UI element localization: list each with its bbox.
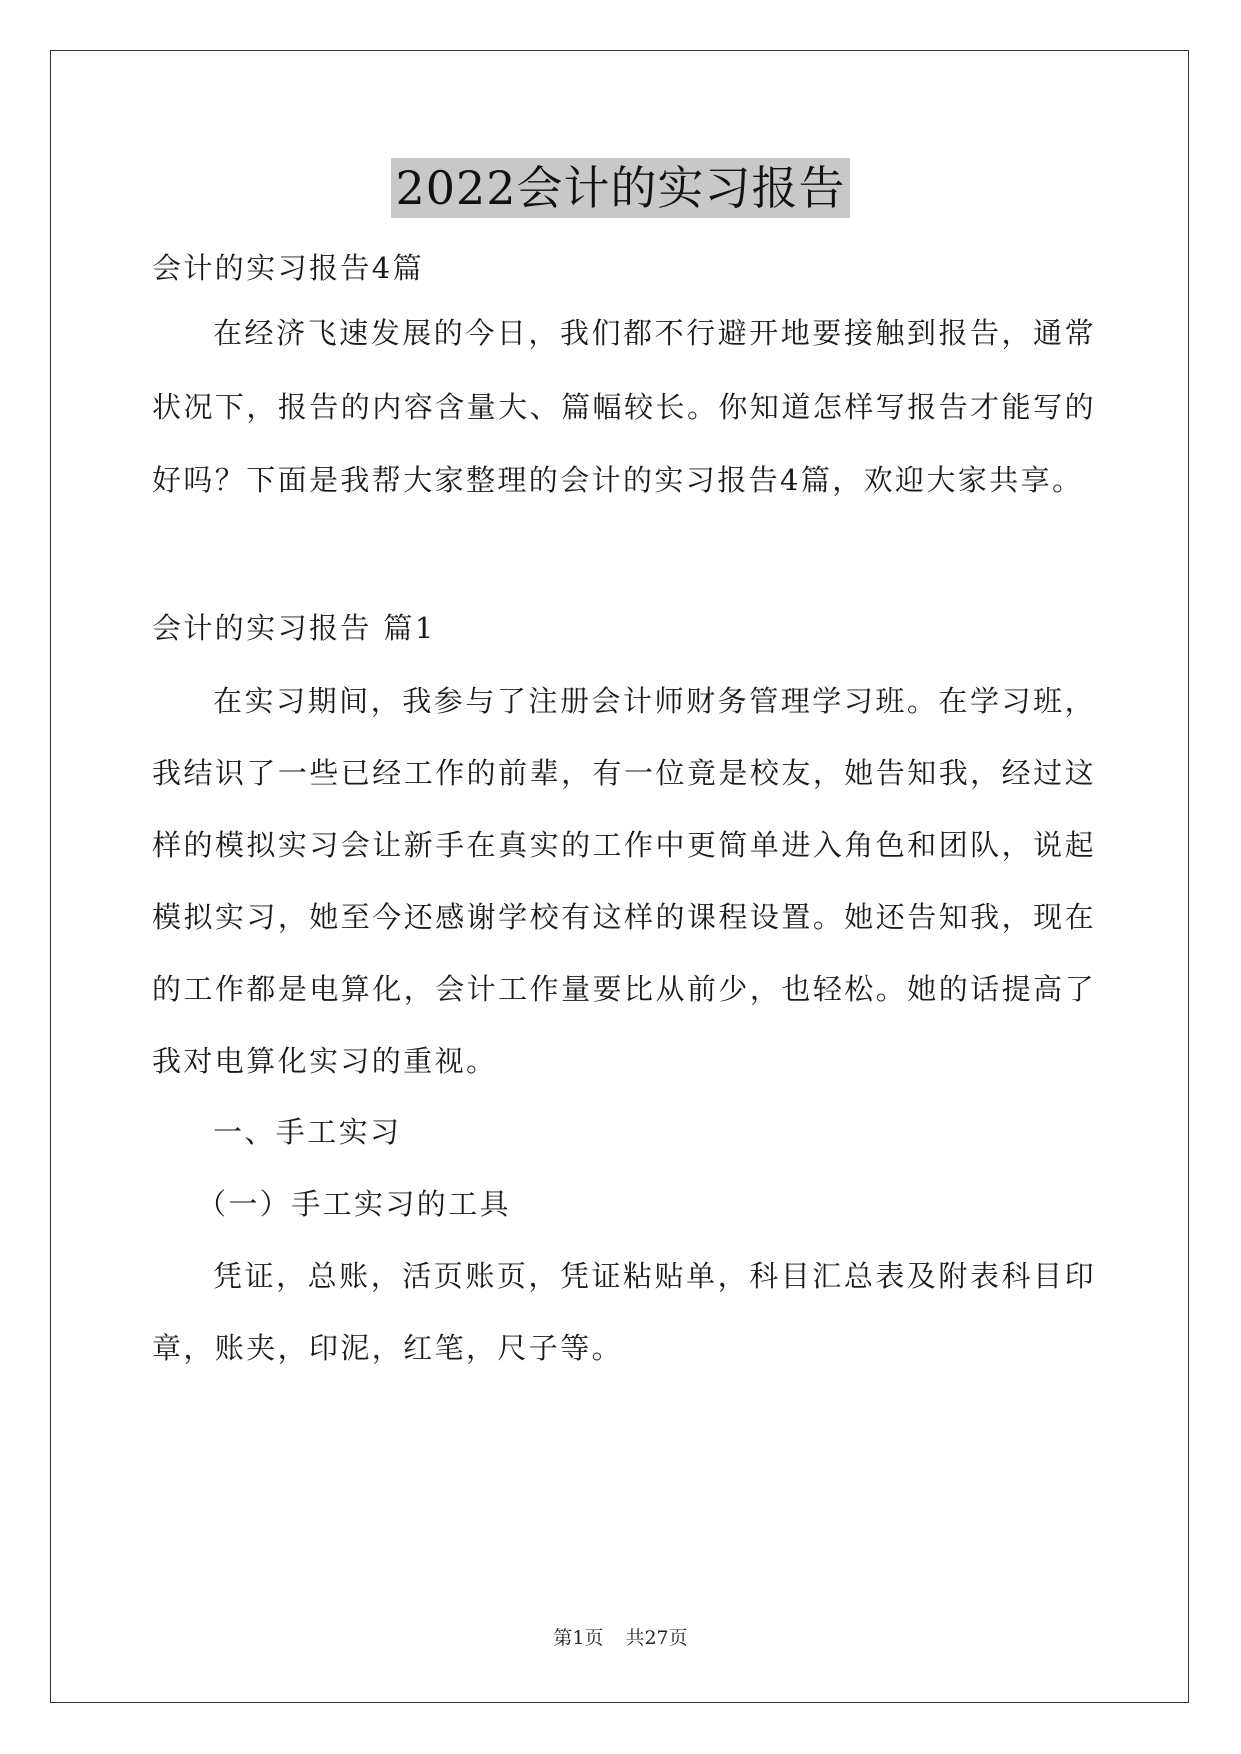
heading-manual-practice: 一、手工实习: [213, 1115, 402, 1149]
body-line-5: 的工作都是电算化，会计工作量要比从前少，也轻松。她的话提高了: [152, 972, 1096, 1006]
section-heading: 会计的实习报告 篇1: [152, 611, 436, 645]
intro-line-3: 好吗？下面是我帮大家整理的会计的实习报告4篇，欢迎大家共享。: [152, 463, 1084, 497]
tools-line-2: 章，账夹，印泥，红笔，尺子等。: [152, 1331, 624, 1365]
tools-line-1: 凭证，总账，活页账页，凭证粘贴单，科目汇总表及附表科目印: [213, 1259, 1096, 1293]
intro-line-2: 状况下，报告的内容含量大、篇幅较长。你知道怎样写报告才能写的: [152, 390, 1096, 424]
body-line-4: 模拟实习，她至今还感谢学校有这样的课程设置。她还告知我，现在: [152, 900, 1096, 934]
body-line-6: 我对电算化实习的重视。: [152, 1044, 498, 1078]
body-line-2: 我结识了一些已经工作的前辈，有一位竟是校友，她告知我，经过这: [152, 756, 1096, 790]
subtitle: 会计的实习报告4篇: [152, 251, 425, 285]
current-page: 第1页: [553, 1627, 604, 1649]
body-line-3: 样的模拟实习会让新手在真实的工作中更简单进入角色和团队，说起: [152, 828, 1096, 862]
title-container: [0, 158, 1241, 218]
intro-line-1: 在经济飞速发展的今日，我们都不行避开地要接触到报告，通常: [213, 316, 1096, 350]
total-pages: 共27页: [625, 1627, 688, 1649]
page-border: [50, 50, 1189, 1703]
page-footer: [0, 1626, 1241, 1650]
heading-manual-tools: （一）手工实习的工具: [197, 1187, 512, 1221]
body-line-1: 在实习期间，我参与了注册会计师财务管理学习班。在学习班，: [213, 684, 1096, 718]
document-title: 2022会计的实习报告: [391, 158, 849, 218]
